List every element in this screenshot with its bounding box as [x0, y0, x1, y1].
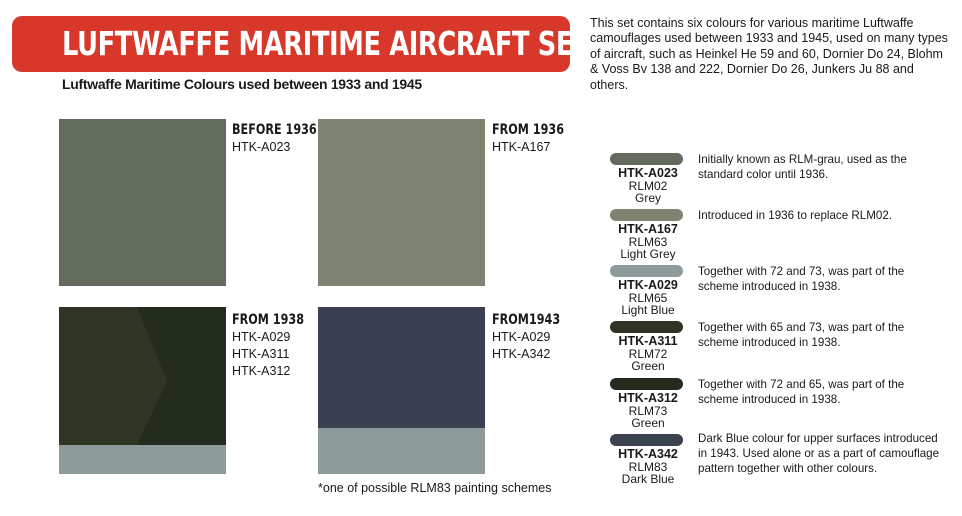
panel-code: HTK-A023 — [232, 140, 291, 154]
panel-heading: FROM 1936 — [492, 122, 565, 138]
colour-name: Dark Blue — [621, 472, 675, 486]
colour-description-a023: Initially known as RLM-grau, used as the standard color until 1936. — [698, 153, 907, 181]
colour-chip-a342 — [610, 434, 683, 446]
colour-code: HTK-A167 — [618, 222, 678, 236]
panel-before-1936-swatch — [59, 119, 226, 286]
colour-code: HTK-A312 — [618, 391, 678, 405]
colour-label-a023 — [600, 167, 696, 205]
colour-name: Green — [631, 416, 665, 430]
panel-code: HTK-A029 — [492, 330, 551, 344]
colour-chip-a167 — [610, 209, 683, 221]
colour-rlm: RLM02 — [628, 178, 668, 193]
colour-chip-a311 — [610, 321, 683, 333]
page-title: LUFTWAFFE MARITIME AIRCRAFT SET — [62, 24, 591, 63]
panel-heading: BEFORE 1936 — [232, 122, 317, 138]
colour-description-a342: Dark Blue colour for upper surfaces introduced in 1943. Used alone or as a part of camouflage pattern together with other colours. — [698, 432, 940, 475]
solid-camo-pattern — [59, 119, 226, 286]
panel-from-1936-label — [492, 122, 582, 156]
footnote: *one of possible RLM83 painting schemes — [318, 481, 552, 495]
colour-name: Grey — [634, 191, 661, 205]
colour-name: Green — [631, 359, 665, 373]
colour-code: HTK-A023 — [618, 166, 678, 180]
panel-from-1943-label — [492, 312, 577, 363]
colour-code: HTK-A342 — [618, 447, 678, 461]
colour-name: Light Blue — [621, 303, 675, 317]
solid-camo-pattern — [318, 119, 485, 286]
colour-description-a311: Together with 65 and 73, was part of the scheme introduced in 1938. — [698, 321, 905, 349]
two-tone-camo-pattern — [318, 307, 485, 474]
camo-fill-a029 — [59, 445, 226, 474]
colour-label-a311 — [600, 335, 696, 373]
colour-label-a167 — [600, 223, 696, 261]
colour-rlm: RLM65 — [628, 290, 668, 305]
colour-name: Light Grey — [620, 247, 676, 261]
panel-code: HTK-A312 — [232, 364, 291, 378]
colour-rlm: RLM63 — [628, 234, 668, 249]
colour-chip-a023 — [610, 153, 683, 165]
splinter-camo-pattern — [59, 307, 226, 474]
colour-label-a342 — [600, 448, 696, 486]
camo-fill-a023 — [59, 119, 226, 286]
colour-description-a029: Together with 72 and 73, was part of the scheme introduced in 1938. — [698, 265, 905, 293]
colour-rlm: RLM83 — [628, 459, 668, 474]
camo-fill-a167 — [318, 119, 485, 286]
colour-label-a029 — [600, 279, 696, 317]
colour-chip-a312 — [610, 378, 683, 390]
panel-from-1936-swatch — [318, 119, 485, 286]
colour-rlm: RLM73 — [628, 403, 668, 418]
page-subtitle: Luftwaffe Maritime Colours used between 1933 and 1945 — [62, 76, 422, 92]
panel-code: HTK-A167 — [492, 140, 551, 154]
colour-description-a167: Introduced in 1936 to replace RLM02. — [698, 209, 892, 222]
colour-description-a312: Together with 72 and 65, was part of the scheme introduced in 1938. — [698, 378, 905, 406]
panel-heading: FROM1943 — [492, 312, 561, 328]
panel-from-1938-label — [232, 312, 322, 380]
colour-rlm: RLM72 — [628, 346, 668, 361]
panel-code: HTK-A311 — [232, 347, 290, 361]
panel-heading: FROM 1938 — [232, 312, 305, 328]
colour-label-a312 — [600, 392, 696, 430]
panel-code: HTK-A342 — [492, 347, 551, 361]
intro-text: This set contains six colours for various maritime Luftwaffe camouflages used between 1933 and 1945, used on many types of aircraft, such as Heinkel He 59 and 60, Dornier Do 24, Blohm & Voss Bv 138 and 222, Dornier Do 26, Junkers Ju 88 and others. — [590, 16, 948, 92]
colour-code: HTK-A029 — [618, 278, 678, 292]
camo-fill-a029 — [318, 428, 485, 474]
colour-code: HTK-A311 — [618, 334, 678, 348]
panel-from-1943-swatch — [318, 307, 485, 474]
colour-chip-a029 — [610, 265, 683, 277]
camo-fill-a342 — [318, 307, 485, 428]
panel-from-1938-swatch — [59, 307, 226, 474]
panel-code: HTK-A029 — [232, 330, 291, 344]
